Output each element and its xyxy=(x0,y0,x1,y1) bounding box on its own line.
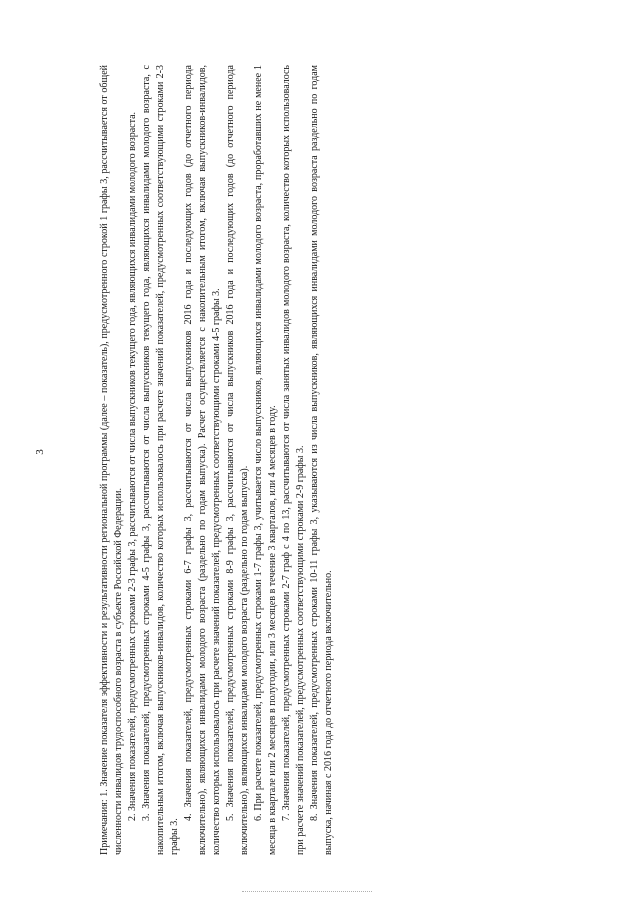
notes-block xyxy=(98,65,438,855)
notes-label: Примечания: xyxy=(99,799,110,855)
note-item-6: 6. При расчете показателей, предусмотренных строками 1-7 графы 3, учитывается число выпускников, являющихся инвалидами молодого возраста, проработавших не менее 1 месяца в квартале или 2 месяцев в полугодии, или 3 месяцев в течение 3 кварталов, или 4 месяцев в году. xyxy=(253,65,278,855)
note-item-7: 7. Значения показателей, предусмотренных строками 2-7 граф с 4 по 13, рассчитываются от числа занятых инвалидов молодого возраста, количество которых использовалось при расчете значений показателей, предусмотренных соответствующими строками 2-9 графы 3. xyxy=(281,65,306,855)
note-item-3: 3. Значения показателей, предусмотренных строками 4-5 графы 3, рассчитываются от числа выпускников текущего года, являющихся инвалидами молодого возраста, с накопительным итогом, включая выпускников-инвалидов, количество которых использовалось при расчете значений показателей, предусмотренных соответствующими строками 2-3 графы 3. xyxy=(141,65,180,855)
notes-text-rotated xyxy=(98,65,438,855)
note-item-2: 2. Значения показателей, предусмотренных строками 2-3 графы 3, рассчитываются от числа выпускников текущего года, являющихся инвалидами молодого возраста. xyxy=(127,111,138,821)
note-item-4: 4. Значения показателей, предусмотренных строками 6-7 графы 3, рассчитываются от числа выпускников 2016 года и последующих годов (до отчетного периода включительно), являющихся инвалидами молодого возраста (раздельно по годам выпуска). Расчет осуществляется с накопительным итогом, включая выпускников-инвалидов, количество которых использовалось при расчете значений показателей, предусмотренных соответствующими строками 4-5 графы 3. xyxy=(183,65,222,855)
note-item-1 xyxy=(98,65,126,855)
page-number: 3 xyxy=(34,449,46,455)
scan-artifact xyxy=(242,891,372,894)
note-item-5: 5. Значения показателей, предусмотренных строками 8-9 графы 3, рассчитываются от числа выпускников 2016 года и последующих годов (до отчетного периода включительно), являющихся инвалидами молодого возраста (раздельно по годам выпуска). xyxy=(225,65,250,855)
note-item-8: 8. Значения показателей, предусмотренных строками 10-11 графы 3, указываются из числа выпускников, являющихся инвалидами молодого возраста раздельно по годам выпуска, начиная с 2016 года до отчетного периода включительно. xyxy=(309,65,334,855)
note-text-1: 1. Значение показателя эффективности и результативности региональной программы (далее – показатель), предусмотренного строкой 1 графы 3, рассчитывается от общей численности инвалидов трудоспособного возраста в субъекте Российской Федерации. xyxy=(99,64,124,855)
